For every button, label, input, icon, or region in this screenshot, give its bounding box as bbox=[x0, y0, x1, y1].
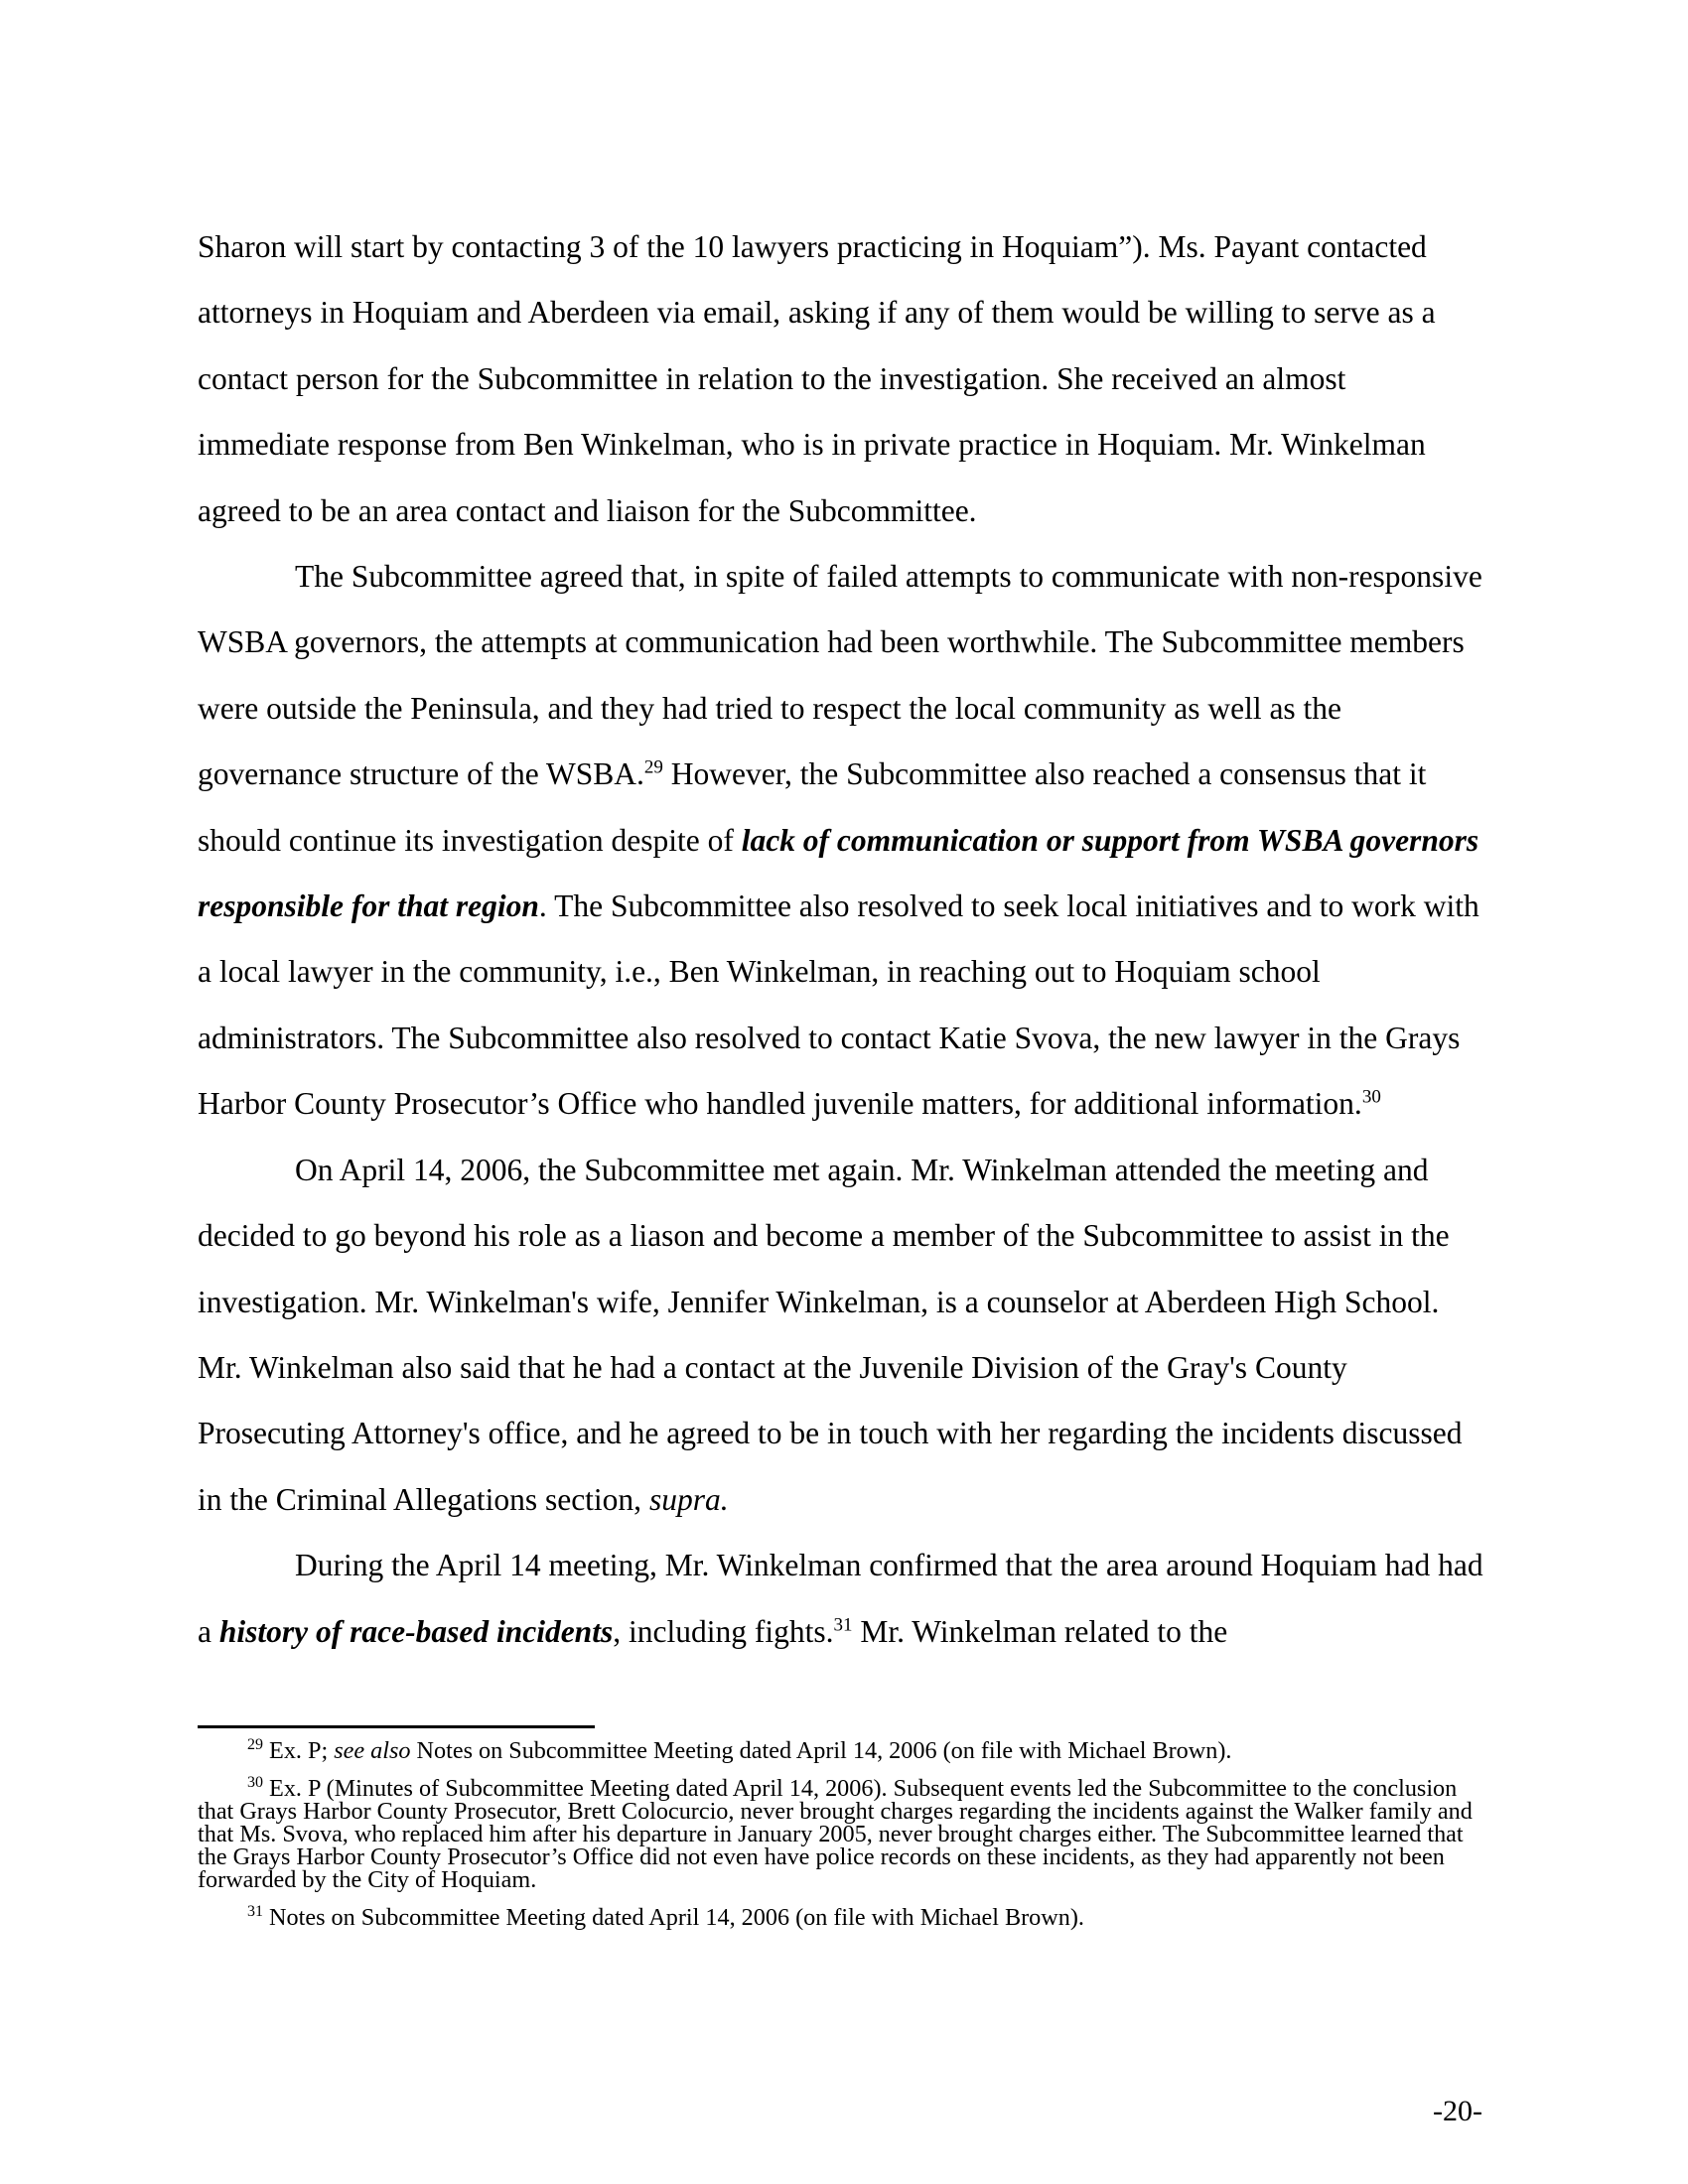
emphasis-text: history of race-based incidents bbox=[218, 1613, 614, 1649]
footnote-separator bbox=[198, 1725, 595, 1728]
text-run: Notes on Subcommittee Meeting dated April 14, 2006 (on file with Michael Brown). bbox=[410, 1737, 1232, 1764]
text-run: Mr. Winkelman related to the bbox=[852, 1613, 1228, 1649]
paragraph bbox=[198, 544, 1483, 1138]
emphasis-text: lack of communication or support from WSBA governors responsible for that region bbox=[198, 822, 1479, 924]
text-run: The Subcommittee agreed that, in spite of failed attempts to communicate with non-responsive WSBA governors, the attempts at communication had been worthwhile. The Subcommittee members were outside the Peninsula, and they had tried to respect the local community as well as the governance structure of the WSBA. bbox=[198, 559, 1482, 792]
text-run: , including fights. bbox=[613, 1613, 834, 1649]
text-run: On April 14, 2006, the Subcommittee met again. Mr. Winkelman attended the meeting and decided to go beyond his role as a liason and become a member of the Subcommittee to assist in the investigation. Mr. Winkelman's wife, Jennifer Winkelman, is a counselor at Aberdeen High School. Mr. Winkelman also said that he had a contact at the Juvenile Division of the Gray's County Prosecuting Attorney's office, and he agreed to be in touch with her regarding the incidents discussed in the Criminal Allegations section, bbox=[198, 1152, 1463, 1517]
text-run: . The Subcommittee also resolved to seek local initiatives and to work with a local lawyer in the community, i.e., Ben Winkelman, in reaching out to Hoquiam school administrators. The Subcommittee also resolved to contact Katie Svova, the new lawyer in the Grays Harbor County Prosecutor’s Office who handled juvenile matters, for additional information. bbox=[198, 888, 1479, 1122]
text-run: Ex. P; bbox=[263, 1737, 335, 1764]
footnote-reference[interactable]: 31 bbox=[833, 1614, 853, 1636]
footnote-reference[interactable]: 30 bbox=[1361, 1086, 1381, 1108]
text-run: However, the Subcommittee also reached a consensus that it should continue its investigation despite of bbox=[198, 756, 1427, 858]
text-run: Sharon will start by contacting 3 of the 10 lawyers practicing in Hoquiam”). Ms. Payant contacted attorneys in Hoquiam and Aberdeen via email, asking if any of them would be willing to serve as a contact person for the Subcommittee in relation to the investigation. She received an almost immediate response from Ben Winkelman, who is in private practice in Hoquiam. Mr. Winkelman agreed to be an area contact and liaison for the Subcommittee. bbox=[198, 229, 1436, 528]
paragraph bbox=[198, 1138, 1483, 1533]
footnote-number: 30 bbox=[247, 1773, 263, 1791]
footnote bbox=[198, 1773, 1488, 1893]
paragraph bbox=[198, 214, 1483, 544]
footnote bbox=[198, 1902, 1488, 1931]
text-run: Ex. P (Minutes of Subcommittee Meeting dated April 14, 2006). Subsequent events led the Subcommittee to the conclusion that Grays Harbor County Prosecutor, Brett Colocurcio, never brought charges regarding the incidents against the Walker family and that Ms. Svova, who replaced him after his departure in January 2005, never brought charges either. The Subcommittee learned that the Grays Harbor County Prosecutor’s Office did not even have police records on these incidents, as they had apparently not been forwarded by the City of Hoquiam. bbox=[198, 1775, 1473, 1893]
italic-text: supra. bbox=[648, 1481, 729, 1517]
body-text bbox=[198, 214, 1483, 1665]
paragraph bbox=[198, 1533, 1483, 1665]
footnote bbox=[198, 1735, 1488, 1764]
text-run: Notes on Subcommittee Meeting dated April 14, 2006 (on file with Michael Brown). bbox=[263, 1904, 1084, 1931]
italic-text: see also bbox=[334, 1737, 411, 1764]
footnote-number: 29 bbox=[247, 1735, 263, 1753]
page-number: -20- bbox=[1433, 2095, 1482, 2127]
text-run: During the April 14 meeting, Mr. Winkelman confirmed that the area around Hoquiam had had a bbox=[198, 1548, 1483, 1649]
footnote-number: 31 bbox=[247, 1902, 263, 1920]
footnotes bbox=[198, 1735, 1488, 1944]
footnote-reference[interactable]: 29 bbox=[643, 756, 663, 778]
